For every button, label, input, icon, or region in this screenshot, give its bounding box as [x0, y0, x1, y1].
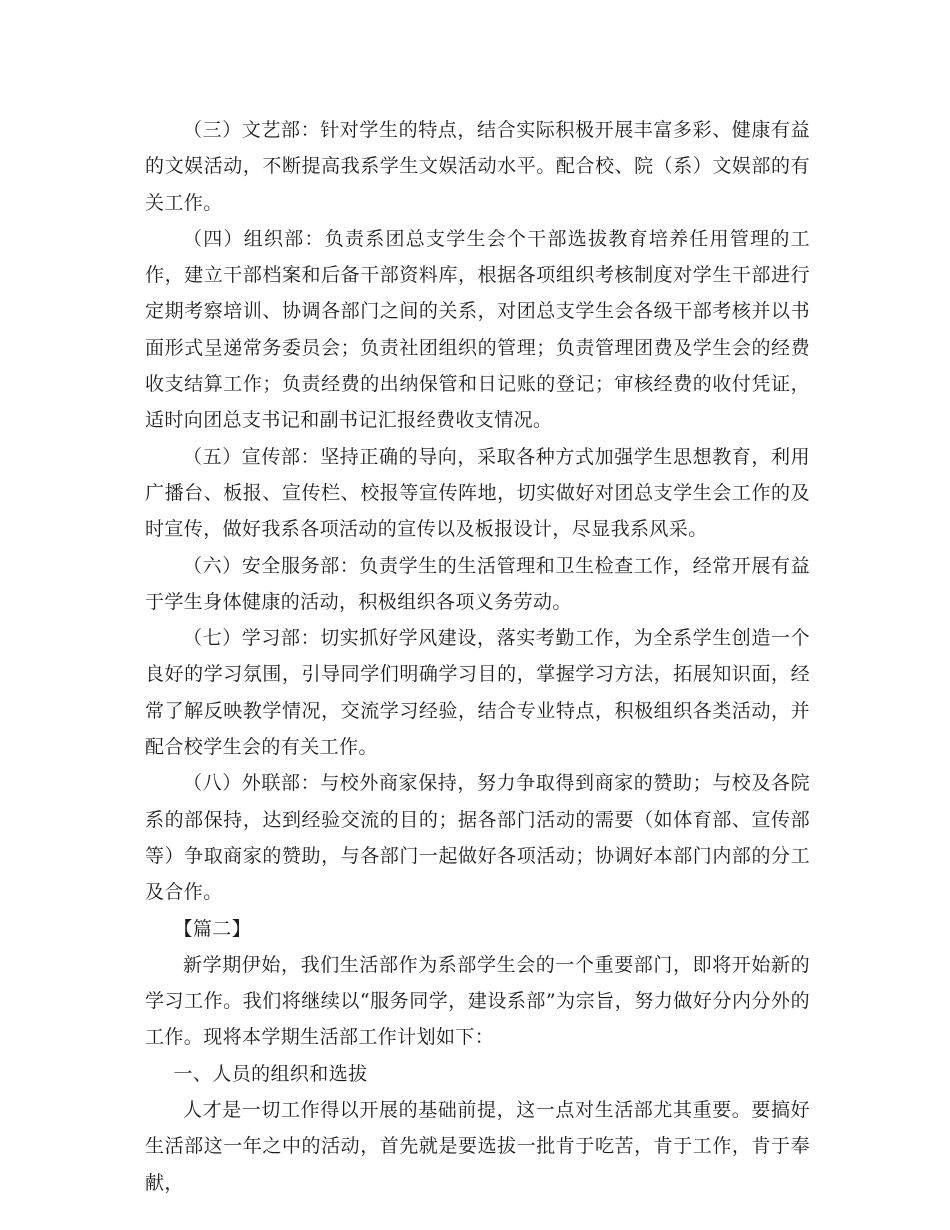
paragraph-talent-basis: 人才是一切工作得以开展的基础前提，这一点对生活部尤其重要。要搞好生活部这一年之中的活动，首先就是要选拔一批肯于吃苦，肯于工作，肯于奉献， [145, 1099, 810, 1194]
subheading-personnel-selection: 一、人员的组织和选拔 [173, 1062, 368, 1085]
paragraph-safety-service-department: （六）安全服务部：负责学生的生活管理和卫生检查工作，经常开展有益于学生身体健康的活动，积极组织各项义务劳动。 [145, 554, 810, 613]
paragraph-arts-department: （三）文艺部：针对学生的特点，结合实际积极开展丰富多彩、健康有益的文娱活动，不断提高我系学生文娱活动水平。配合校、院（系）文娱部的有关工作。 [145, 119, 810, 214]
paragraph-organization-department: （四）组织部：负责系团总支学生会个干部选拔教育培养任用管理的工作，建立干部档案和后备干部资料库，根据各项组织考核制度对学生干部进行定期考察培训、协调各部门之间的关系，对团总支学生会各级干部考核并以书面形式呈递常务委员会；负责社团组织的管理；负责管理团费及学生会的经费收支结算工作；负责经费的出纳保管和日记账的登记；审核经费的收付凭证，适时向团总支书记和副书记汇报经费收支情况。 [145, 227, 810, 432]
paragraph-publicity-department: （五）宣传部：坚持正确的导向，采取各种方式加强学生思想教育，利用广播台、板报、宣传栏、校报等宣传阵地，切实做好对团总支学生会工作的及时宣传，做好我系各项活动的宣传以及板报设计，尽显我系风采。 [145, 445, 810, 541]
paragraph-study-department: （七）学习部：切实抓好学风建设，落实考勤工作，为全系学生创造一个良好的学习氛围，引导同学们明确学习目的，掌握学习方法，拓展知识面，经常了解反映教学情况，交流学习经验，结合专业特点，积极组织各类活动，并配合校学生会的有关工作。 [145, 627, 810, 759]
paragraph-life-department-intro: 新学期伊始，我们生活部作为系部学生会的一个重要部门，即将开始新的学习工作。我们将继续以“服务同学，建设系部”为宗旨，努力做好分内分外的工作。现将本学期生活部工作计划如下： [145, 953, 810, 1049]
paragraph-external-relations-department: （八）外联部：与校外商家保持，努力争取得到商家的赞助；与校及各院系的部保持，达到经验交流的目的；据各部门活动的需要（如体育部、宣传部等）争取商家的赞助，与各部门一起做好各项活动；协调好本部门内部的分工及合作。 [145, 772, 810, 904]
document-body [145, 112, 810, 1201]
section-heading-part-two: 【篇二】 [173, 917, 252, 940]
